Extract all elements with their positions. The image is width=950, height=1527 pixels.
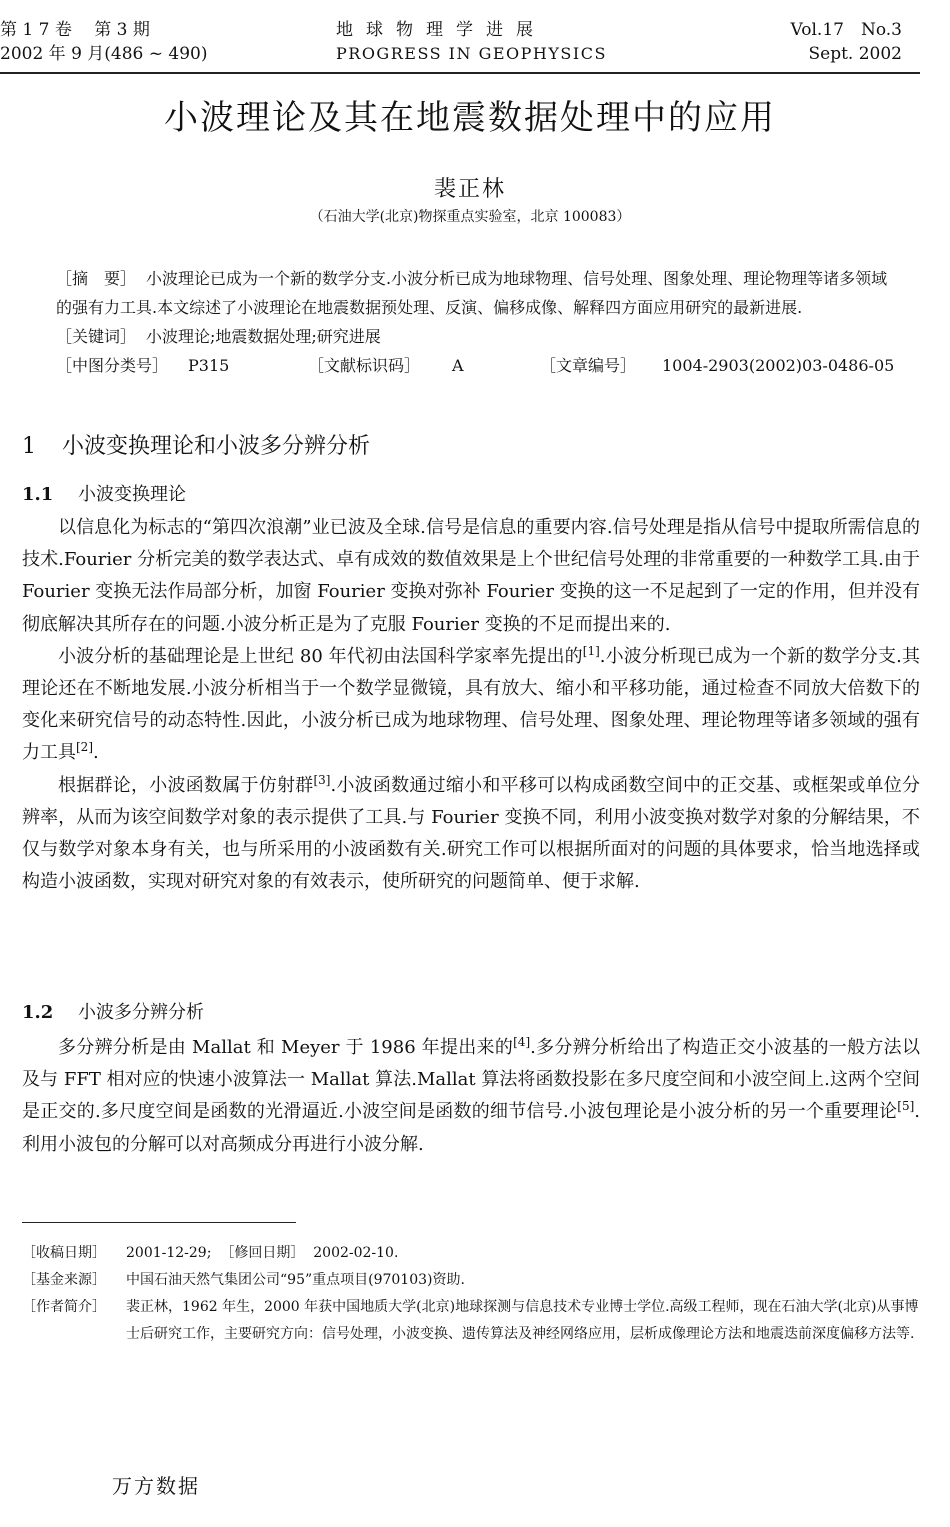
article-no-label: ［文章编号］: [540, 356, 637, 375]
author-name: 裴正林: [433, 177, 506, 202]
revised-label: ［修回日期］: [220, 1245, 305, 1261]
keywords-text: 小波理论;地震数据处理;研究进展: [146, 327, 381, 346]
paragraph-2: [22, 641, 920, 770]
running-header: [0, 18, 920, 70]
header-center: [336, 18, 607, 66]
date-en: Sept. 2002: [808, 44, 902, 64]
subsection-title: 小波多分辨分析: [78, 1002, 204, 1023]
subsection-heading-1-1: [22, 482, 186, 508]
abstract: [56, 264, 896, 322]
header-right: [791, 18, 902, 66]
paragraph-4-text-a: 多分辨分析是由 Mallat 和 Meyer 于 1986 年提出来的: [58, 1037, 514, 1058]
citation-5[interactable]: [5]: [897, 1099, 915, 1114]
paragraph-1: 以信息化为标志的“第四次浪潮”业已波及全球.信号是信息的重要内容.信号处理是指从信号中提取所需信息的技术.Fourier 分析完美的数学表达式、卓有成效的数值效果是上个世纪信号处理的非常重要的一种数学工具.由于 Fourier 变换无法作局部分析，加窗 Fourier 变换对弥补 Fourier 变换的这一不足起到了一定的作用，但并没有彻底解决其所存在的问题.小波分析正是为了克服 Fourier 变换的不足而提出来的.: [22, 517, 920, 635]
received-date: 2001-12-29;: [126, 1245, 212, 1261]
bio-label: ［作者简介］: [22, 1299, 106, 1315]
body-section-1-2: [22, 1032, 920, 1161]
paragraph-2-text-a: 小波分析的基础理论是上世纪 80 年代初由法国科学家率先提出的: [58, 645, 583, 667]
keywords: [56, 322, 896, 351]
citation-1[interactable]: [1]: [582, 643, 600, 658]
paragraph-2-text-c: .: [93, 742, 99, 764]
volume-en: Vol.17 No.3: [790, 20, 902, 40]
footnote-dates: [22, 1240, 920, 1267]
watermark-text: 万方数据: [112, 1474, 200, 1498]
abstract-text: 小波理论已成为一个新的数学分支.小波分析已成为地球物理、信号处理、图象处理、理论物理等诸多领域的强有力工具.本文综述了小波理论在地震数据预处理、反演、偏移成像、解释四方面应用研究的最新进展.: [56, 269, 888, 317]
section-heading-1: [22, 432, 370, 462]
header-divider: [0, 72, 920, 74]
citation-4[interactable]: [4]: [513, 1035, 531, 1049]
body-section-1-1: [22, 512, 920, 898]
citation-3[interactable]: [3]: [313, 772, 331, 787]
revised-date: 2002-02-10.: [313, 1245, 399, 1261]
footnote-divider: [22, 1222, 296, 1223]
subsection-number: 1.1: [22, 484, 54, 505]
classification-line: [56, 351, 896, 380]
section-title: 小波变换理论和小波多分辨分析: [62, 434, 371, 459]
footnote-fund: [22, 1267, 920, 1294]
section-number: 1: [22, 434, 36, 459]
abstract-block: [56, 264, 896, 380]
paragraph-3-text-b: .小波函数通过缩小和平移可以构成函数空间中的正交基、或框架或单位分辨率，从而为该空间数学对象的表示提供了工具.与 Fourier 变换不同，利用小波变换对数学对象的分解结果，不仅与数学对象本身有关，也与所采用的小波函数有关.研究工作可以根据所面对的问题的具体要求，恰当地选择或构造小波函数，实现对研究对象的有效表示，使所研究的问题简单、便于求解.: [22, 774, 921, 893]
paper-title: 小波理论及其在地震数据处理中的应用: [164, 98, 776, 138]
paragraph-3-text-a: 根据群论，小波函数属于仿射群: [58, 774, 314, 796]
keywords-label: ［关键词］: [56, 327, 137, 346]
affiliation: （石油大学(北京)物探重点实验室，北京 100083）: [309, 209, 631, 225]
header-left: [0, 18, 208, 66]
subsection-number: 1.2: [22, 1002, 54, 1023]
volume-issue: 第 1 7 卷 第 3 期: [0, 20, 150, 40]
paragraph-2-text-b: .小波分析现已成为一个新的数学分支.其理论还在不断地发展.小波分析相当于一个数学显微镜，具有放大、缩小和平移功能，通过检查不同放大倍数下的变化来研究信号的动态特性.因此，小波分析已成为地球物理、信号处理、图象处理、理论物理等诸多领域的强有力工具: [22, 645, 920, 764]
journal-name-en: PROGRESS IN GEOPHYSICS: [336, 44, 607, 63]
subsection-title: 小波变换理论: [78, 484, 186, 505]
received-label: ［收稿日期］: [22, 1245, 106, 1261]
paragraph-4: [22, 1032, 920, 1161]
paragraph-3: [22, 770, 920, 899]
paragraph-4-text-c: .利用小波包的分解可以对高频成分再进行小波分解.: [22, 1101, 920, 1155]
doc-code-label: ［文献标识码］: [308, 356, 421, 375]
doc-code-value: A: [452, 356, 464, 375]
footnotes: [22, 1240, 920, 1348]
bio-text: 裴正林，1962 年生，2000 年获中国地质大学(北京)地球探测与信息技术专业博士学位.高级工程师，现在石油大学(北京)从事博士后研究工作，主要研究方向：信号处理，小波变换、遗传算法及神经网络应用，层析成像理论方法和地震迭前深度偏移方法等.: [126, 1299, 919, 1342]
footnote-bio: [22, 1294, 920, 1348]
date-pages: 2002 年 9 月(486 ~ 490): [0, 44, 208, 64]
fund-label: ［基金来源］: [22, 1272, 106, 1288]
subsection-heading-1-2: [22, 1000, 204, 1026]
article-no-value: 1004-2903(2002)03-0486-05: [662, 356, 895, 375]
clc-label: ［中图分类号］: [56, 356, 169, 375]
paragraph-4-text-b: .多分辨分析给出了构造正交小波基的一般方法以及与 FFT 相对应的快速小波算法一 Mallat 算法.Mallat 算法将函数投影在多尺度空间和小波空间上.这两个空间是正交的.多尺度空间是函数的光滑逼近.小波空间是函数的细节信号.小波包理论是小波分析的另一个重要理论: [22, 1037, 920, 1123]
fund-text: 中国石油天然气集团公司“95”重点项目(970103)资助.: [126, 1272, 465, 1288]
clc-value: P315: [188, 356, 230, 375]
abstract-label: ［摘 要］: [56, 269, 137, 288]
citation-2[interactable]: [2]: [76, 740, 93, 755]
journal-name-cn: 地球物理学进展: [336, 20, 546, 40]
